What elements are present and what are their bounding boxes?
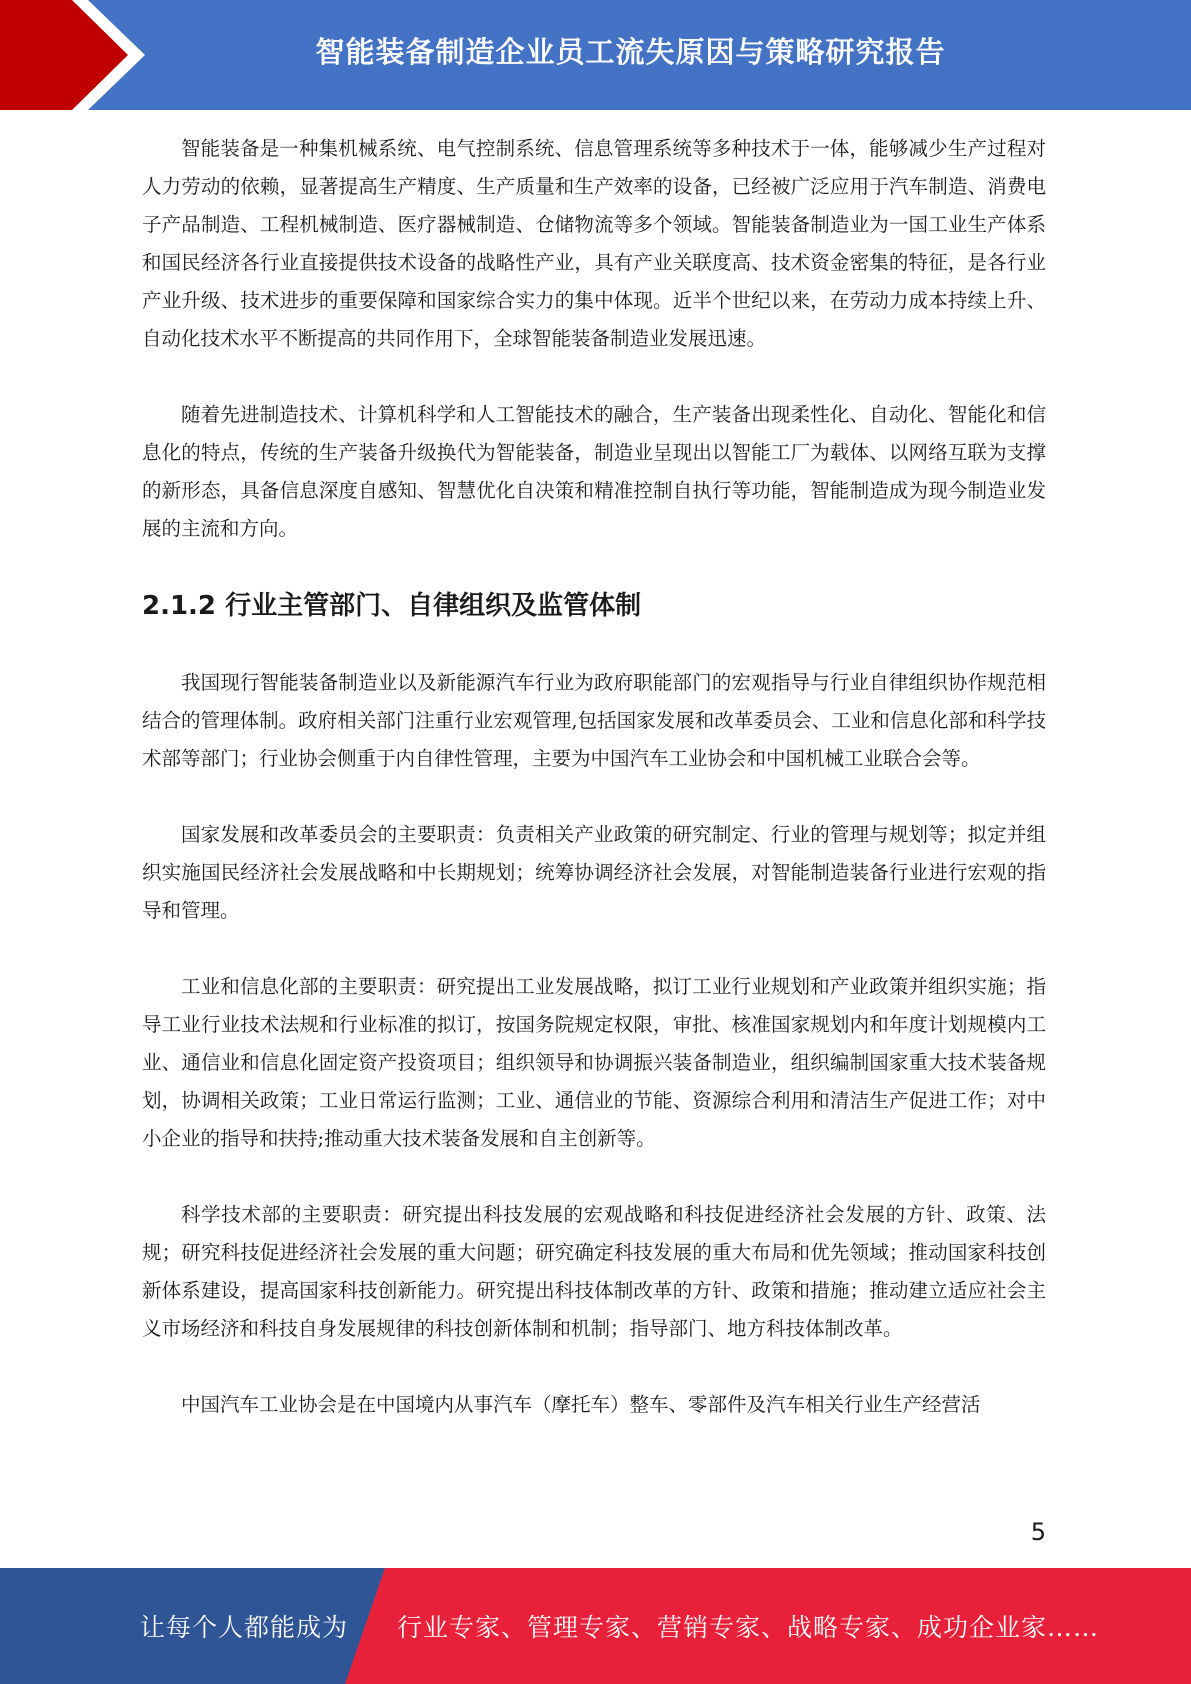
- page-footer: [0, 1568, 1191, 1684]
- document-title: 智能装备制造企业员工流失原因与策略研究报告: [315, 35, 946, 69]
- body-paragraph: 工业和信息化部的主要职责：研究提出工业发展战略，拟订工业行业规划和产业政策并组织实施；指导工业行业技术法规和行业标准的拟订，按国务院规定权限，审批、核准国家规划内和年度计划规模内工业、通信业和信息化固定资产投资项目；组织领导和协调振兴装备制造业，组织编制国家重大技术装备规划，协调相关政策；工业日常运行监测；工业、通信业的节能、资源综合利用和清洁生产促进工作；对中小企业的指导和扶持;推动重大技术装备发展和自主创新等。: [142, 975, 1046, 1150]
- body-paragraph: 智能装备是一种集机械系统、电气控制系统、信息管理系统等多种技术于一体，能够减少生产过程对人力劳动的依赖，显著提高生产精度、生产质量和生产效率的设备，已经被广泛应用于汽车制造、消费电子产品制造、工程机械制造、医疗器械制造、仓储物流等多个领域。智能装备制造业为一国工业生产体系和国民经济各行业直接提供技术设备的战略性产业，具有产业关联度高、技术资金密集的特征，是各行业产业升级、技术进步的重要保障和国家综合实力的集中体现。近半个世纪以来，在劳动力成本持续上升、自动化技术水平不断提高的共同作用下，全球智能装备制造业发展迅速。: [142, 137, 1046, 350]
- page-body: [142, 130, 1046, 1462]
- body-paragraph: 国家发展和改革委员会的主要职责：负责相关产业政策的研究制定、行业的管理与规划等；拟定并组织实施国民经济社会发展战略和中长期规划；统筹协调经济社会发展，对智能制造装备行业进行宏观的指导和管理。: [142, 823, 1046, 922]
- footer-slogan-right: 行业专家、管理专家、营销专家、战略专家、成功企业家……: [397, 1613, 1100, 1642]
- body-paragraph: 中国汽车工业协会是在中国境内从事汽车（摩托车）整车、零部件及汽车相关行业生产经营活: [181, 1393, 981, 1416]
- footer-slogan-left: 让每个人都能成为: [140, 1613, 349, 1642]
- section-heading: 2.1.2 行业主管部门、自律组织及监管体制: [142, 591, 642, 621]
- page-header: [0, 0, 1191, 110]
- page-number: 5: [1030, 1518, 1046, 1546]
- body-paragraph: 我国现行智能装备制造业以及新能源汽车行业为政府职能部门的宏观指导与行业自律组织协作规范相结合的管理体制。政府相关部门注重行业宏观管理,包括国家发展和改革委员会、工业和信息化部和科学技术部等部门；行业协会侧重于内自律性管理，主要为中国汽车工业协会和中国机械工业联合会等。: [142, 671, 1046, 770]
- body-paragraph: 科学技术部的主要职责：研究提出科技发展的宏观战略和科技促进经济社会发展的方针、政策、法规；研究科技促进经济社会发展的重大问题；研究确定科技发展的重大布局和优先领域；推动国家科技创新体系建设，提高国家科技创新能力。研究提出科技体制改革的方针、政策和措施；推动建立适应社会主义市场经济和科技自身发展规律的科技创新体制和机制；指导部门、地方科技体制改革。: [142, 1203, 1046, 1340]
- body-paragraph: 随着先进制造技术、计算机科学和人工智能技术的融合，生产装备出现柔性化、自动化、智能化和信息化的特点，传统的生产装备升级换代为智能装备，制造业呈现出以智能工厂为载体、以网络互联为支撑的新形态，具备信息深度自感知、智慧优化自决策和精准控制自执行等功能，智能制造成为现今制造业发展的主流和方向。: [142, 403, 1046, 540]
